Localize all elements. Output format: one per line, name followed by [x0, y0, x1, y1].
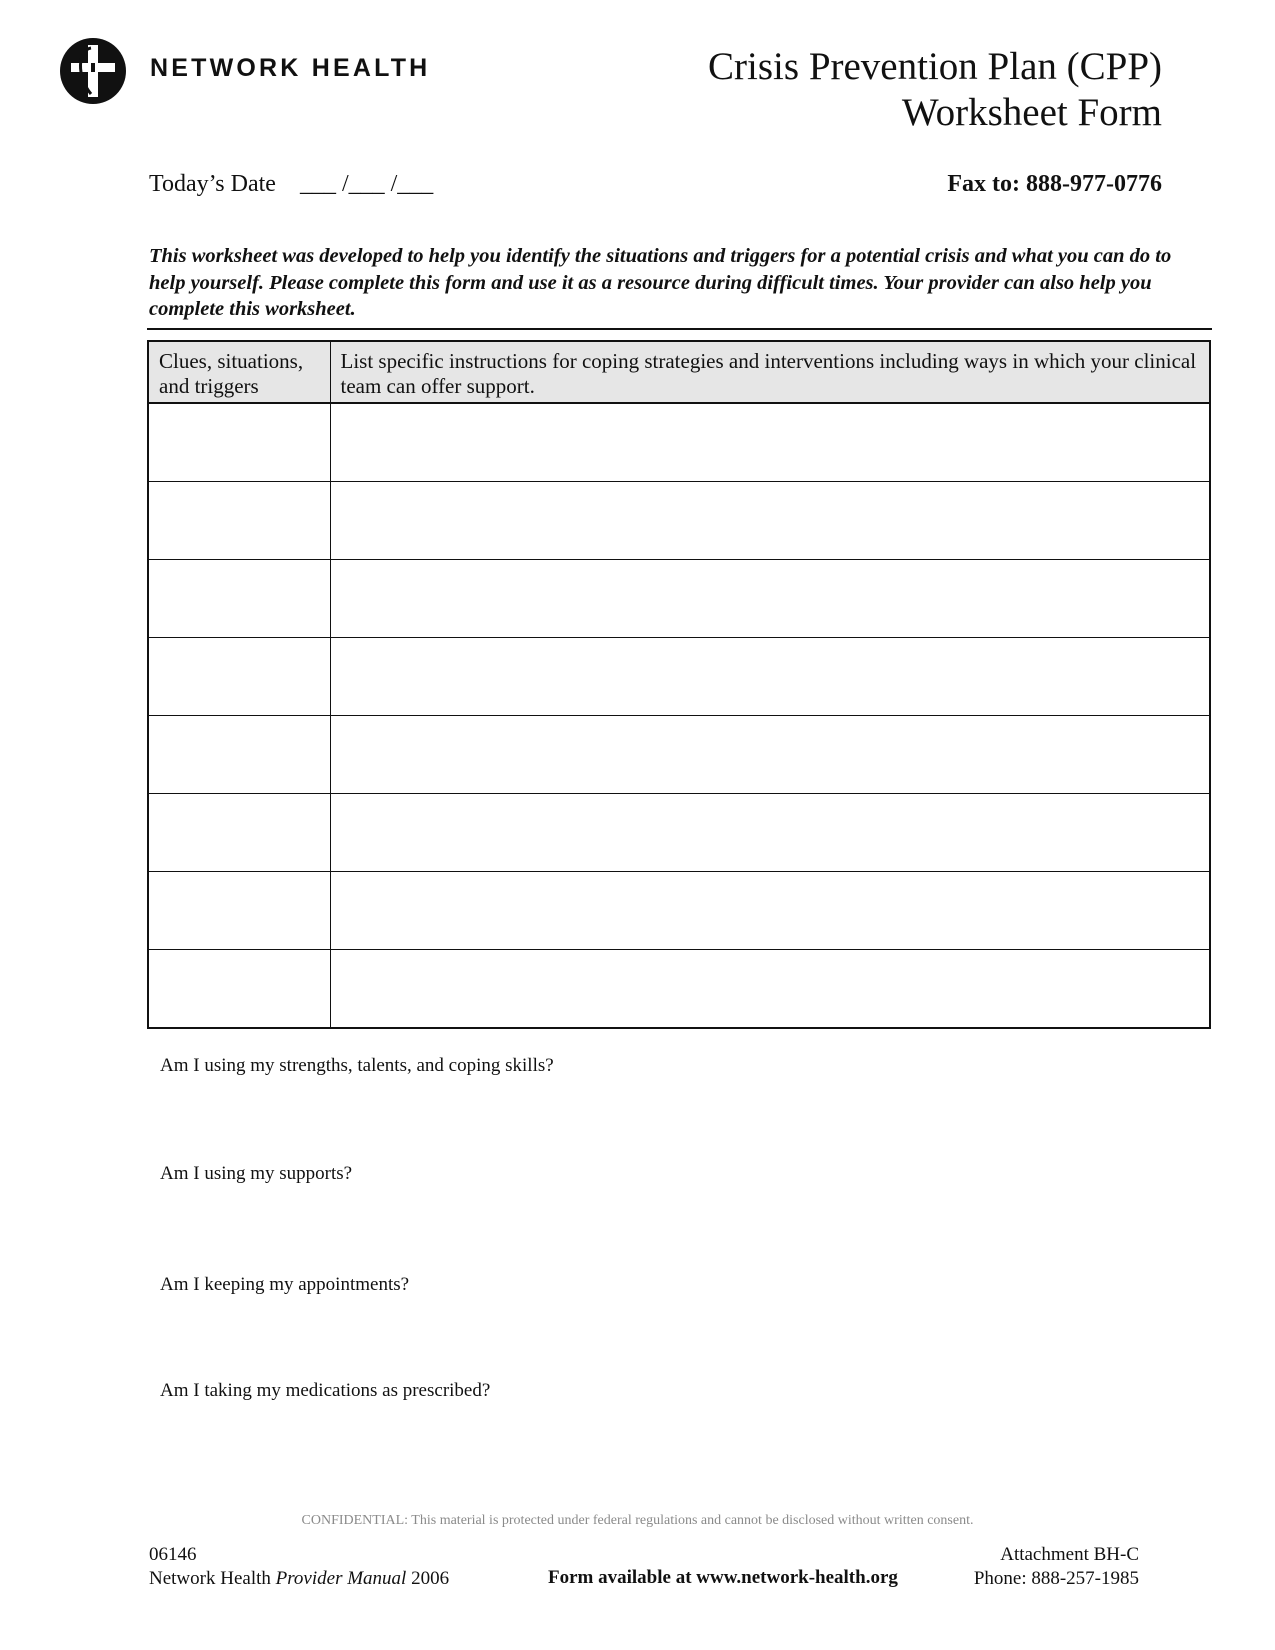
- question-strengths: Am I using my strengths, talents, and coping skills?: [160, 1055, 554, 1076]
- instruction-cell[interactable]: [330, 794, 1210, 872]
- table-body: [148, 403, 1210, 1028]
- manual-reference: [149, 1567, 449, 1591]
- footer-left: [149, 1543, 449, 1591]
- table-row: [148, 872, 1210, 950]
- table-row: [148, 716, 1210, 794]
- title-line-1: Crisis Prevention Plan (CPP): [708, 45, 1162, 88]
- instruction-cell[interactable]: [330, 560, 1210, 638]
- form-available-link[interactable]: Form available at www.network-health.org: [548, 1567, 898, 1588]
- manual-year: 2006: [406, 1568, 450, 1589]
- trigger-cell[interactable]: [148, 716, 330, 794]
- trigger-cell[interactable]: [148, 794, 330, 872]
- table-row: [148, 950, 1210, 1029]
- manual-prefix: Network Health: [149, 1568, 276, 1589]
- instruction-cell[interactable]: [330, 482, 1210, 560]
- crisis-plan-table: [147, 340, 1211, 1029]
- form-code: 06146: [149, 1544, 197, 1565]
- brand-name: NETWORK HEALTH: [150, 54, 431, 82]
- manual-title: Provider Manual: [275, 1568, 407, 1589]
- table-row: [148, 638, 1210, 716]
- col-header-triggers: Clues, situations, and triggers: [148, 341, 330, 403]
- question-medications: Am I taking my medications as prescribed?: [160, 1380, 491, 1401]
- instruction-cell[interactable]: [330, 716, 1210, 794]
- title-line-2: Worksheet Form: [901, 91, 1162, 134]
- trigger-cell[interactable]: [148, 560, 330, 638]
- col-header-instructions: List specific instructions for coping strategies and interventions including ways in which your clinical team can offer support.: [330, 341, 1210, 403]
- attachment-label: Attachment BH-C: [1000, 1544, 1139, 1565]
- date-blanks[interactable]: ___ /___ /___: [299, 171, 434, 197]
- trigger-cell[interactable]: [148, 403, 330, 482]
- page-title: [708, 44, 1162, 136]
- phone-number: Phone: 888-257-1985: [973, 1568, 1139, 1589]
- trigger-cell[interactable]: [148, 638, 330, 716]
- trigger-cell[interactable]: [148, 482, 330, 560]
- question-appointments: Am I keeping my appointments?: [160, 1274, 410, 1295]
- divider: [147, 328, 1212, 330]
- fax-number: Fax to: 888-977-0776: [947, 171, 1162, 197]
- instruction-cell[interactable]: [330, 872, 1210, 950]
- confidential-notice: CONFIDENTIAL: This material is protected under federal regulations and cannot be disclosed without written consent.: [301, 1513, 974, 1528]
- intro-paragraph: This worksheet was developed to help you identify the situations and triggers for a potential crisis and what you can do to help yourself. Please complete this form and use it as a resource during difficult times. Your provider can also help you complete this worksheet.: [149, 245, 1172, 320]
- instruction-cell[interactable]: [330, 403, 1210, 482]
- table-header-row: [148, 341, 1210, 403]
- question-supports: Am I using my supports?: [160, 1163, 353, 1184]
- date-label: Today’s Date: [149, 171, 276, 197]
- instruction-cell[interactable]: [330, 950, 1210, 1029]
- date-field: [149, 171, 433, 198]
- network-health-cross-logo-icon: [58, 36, 128, 106]
- instruction-cell[interactable]: [330, 638, 1210, 716]
- footer-right: [974, 1543, 1139, 1591]
- trigger-cell[interactable]: [148, 872, 330, 950]
- table-row: [148, 403, 1210, 482]
- table-row: [148, 482, 1210, 560]
- table-row: [148, 794, 1210, 872]
- table-row: [148, 560, 1210, 638]
- trigger-cell[interactable]: [148, 950, 330, 1029]
